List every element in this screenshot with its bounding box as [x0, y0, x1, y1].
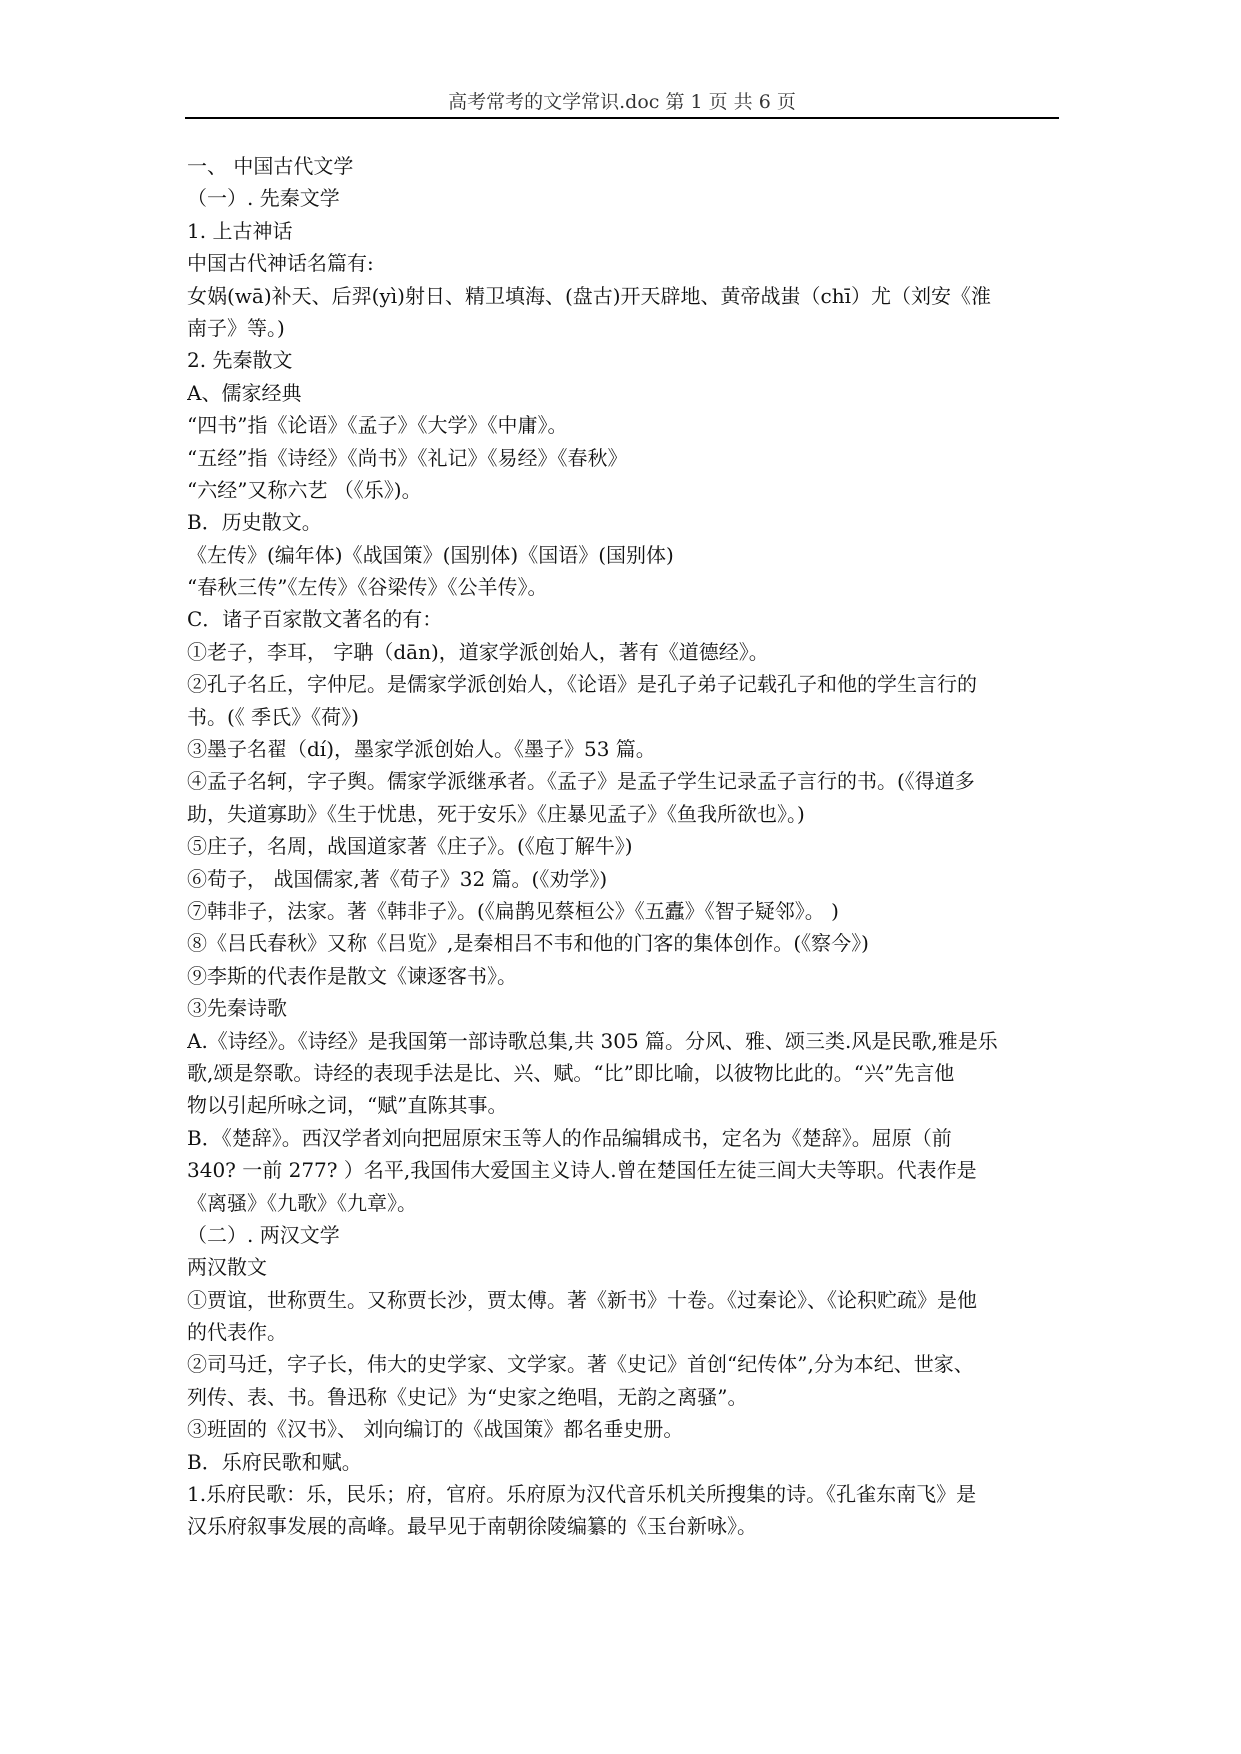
text-line: 2. 先秦散文: [187, 348, 293, 373]
text-line: （一）. 先秦文学: [187, 186, 340, 211]
text-line: 物以引起所咏之词，“赋”直陈其事。: [187, 1093, 508, 1118]
text-line: 汉乐府叙事发展的高峰。最早见于南朝徐陵编纂的《玉台新咏》。: [187, 1514, 757, 1539]
text-line: ③班固的《汉书》、 刘向编订的《战国策》都名垂史册。: [187, 1417, 684, 1442]
text-line: ②孔子名丘，字仲尼。是儒家学派创始人，《论语》是孔子弟子记载孔子和他的学生言行的: [187, 672, 977, 697]
text-line: 1.乐府民歌：乐，民乐；府，官府。乐府原为汉代音乐机关所搜集的诗。《孔雀东南飞》是: [187, 1482, 977, 1507]
text-line: 助，失道寡助》《生于忧患，死于安乐》《庄暴见孟子》《鱼我所欲也》。): [187, 801, 805, 826]
text-line: B．历史散文。: [187, 510, 322, 535]
text-line: ④孟子名轲，字子舆。儒家学派继承者。《孟子》是孟子学生记录孟子言行的书。(《得道多: [187, 769, 975, 794]
text-line: ⑦韩非子，法家。著《韩非子》。(《扁鹊见蔡桓公》《五蠹》《智子疑邻》。 ): [187, 898, 839, 923]
text-line: 的代表作。: [187, 1320, 287, 1345]
text-line: （二）. 两汉文学: [187, 1222, 340, 1247]
text-line: ⑥荀子， 战国儒家,著《荀子》32 篇。(《劝学》): [187, 866, 608, 891]
text-line: 《左传》(编年体)《战国策》(国别体)《国语》(国别体): [187, 542, 674, 567]
text-line: ⑧《吕氏春秋》又称《吕览》,是秦相吕不韦和他的门客的集体创作。(《察今》): [187, 931, 869, 956]
text-line: ⑤庄子，名周，战国道家著《庄子》。(《庖丁解牛》): [187, 834, 633, 859]
text-line: A、儒家经典: [187, 380, 302, 405]
text-line: 340? 一前 277? ）名平,我国伟大爱国主义诗人.曾在楚国任左徒三闾大夫等职。代表作是: [187, 1158, 977, 1183]
text-line: ②司马迁，字子长，伟大的史学家、文学家。著《史记》首创“纪传体”,分为本纪、世家、: [187, 1352, 974, 1377]
header-divider: [185, 117, 1059, 119]
text-line: 《离骚》《九歌》《九章》。: [187, 1190, 417, 1215]
text-line: 列传、表、书。鲁迅称《史记》为“史家之绝唱，无韵之离骚”。: [187, 1384, 748, 1409]
document-body: [187, 150, 1057, 1543]
text-line: 中国古代神话名篇有:: [187, 251, 374, 276]
text-line: ⑨李斯的代表作是散文《谏逐客书》。: [187, 963, 517, 988]
page-header: 高考常考的文学常识.doc 第 1 页 共 6 页: [448, 91, 796, 113]
text-line: B．《楚辞》。西汉学者刘向把屈原宋玉等人的作品编辑成书，定名为《楚辞》。屈原（前: [187, 1125, 952, 1150]
text-line: 两汉散文: [187, 1255, 267, 1280]
text-line: “六经”又称六艺 （《乐》)。: [187, 477, 422, 502]
text-line: A.《诗经》。《诗经》是我国第一部诗歌总集,共 305 篇。分风、雅、颂三类.风是民歌,雅是乐: [187, 1028, 998, 1053]
text-line: 南子》等。): [187, 315, 285, 340]
text-line: “春秋三传”《左传》《谷梁传》《公羊传》。: [187, 575, 548, 600]
text-line: C．诸子百家散文著名的有：: [187, 607, 443, 632]
text-line: 1. 上古神话: [187, 218, 293, 243]
text-line: ①贾谊，世称贾生。又称贾长沙，贾太傅。著《新书》十卷。《过秦论》、《论积贮疏》是他: [187, 1287, 977, 1312]
text-line: 女娲(wā)补天、后羿(yì)射日、精卫填海、(盘古)开天辟地、黄帝战蚩（chī）尤（刘安《淮: [187, 283, 992, 308]
text-line: “四书”指《论语》《孟子》《大学》《中庸》。: [187, 413, 568, 438]
text-line: “五经”指《诗经》《尚书》《礼记》《易经》《春秋》: [187, 445, 628, 470]
text-line: ①老子，李耳， 字聃（dān)，道家学派创始人，著有《道德经》。: [187, 639, 769, 664]
text-line: 歌,颂是祭歌。诗经的表现手法是比、兴、赋。“比”即比喻，以彼物比此的。“兴”先言他: [187, 1060, 955, 1085]
text-line: B．乐府民歌和赋。: [187, 1449, 362, 1474]
text-line: ③先秦诗歌: [187, 996, 287, 1021]
text-line: ③墨子名翟（dí)，墨家学派创始人。《墨子》53 篇。: [187, 737, 656, 762]
text-line: 书。(《 季氏》《荷》): [187, 704, 359, 729]
text-line: 一、 中国古代文学: [187, 154, 354, 178]
